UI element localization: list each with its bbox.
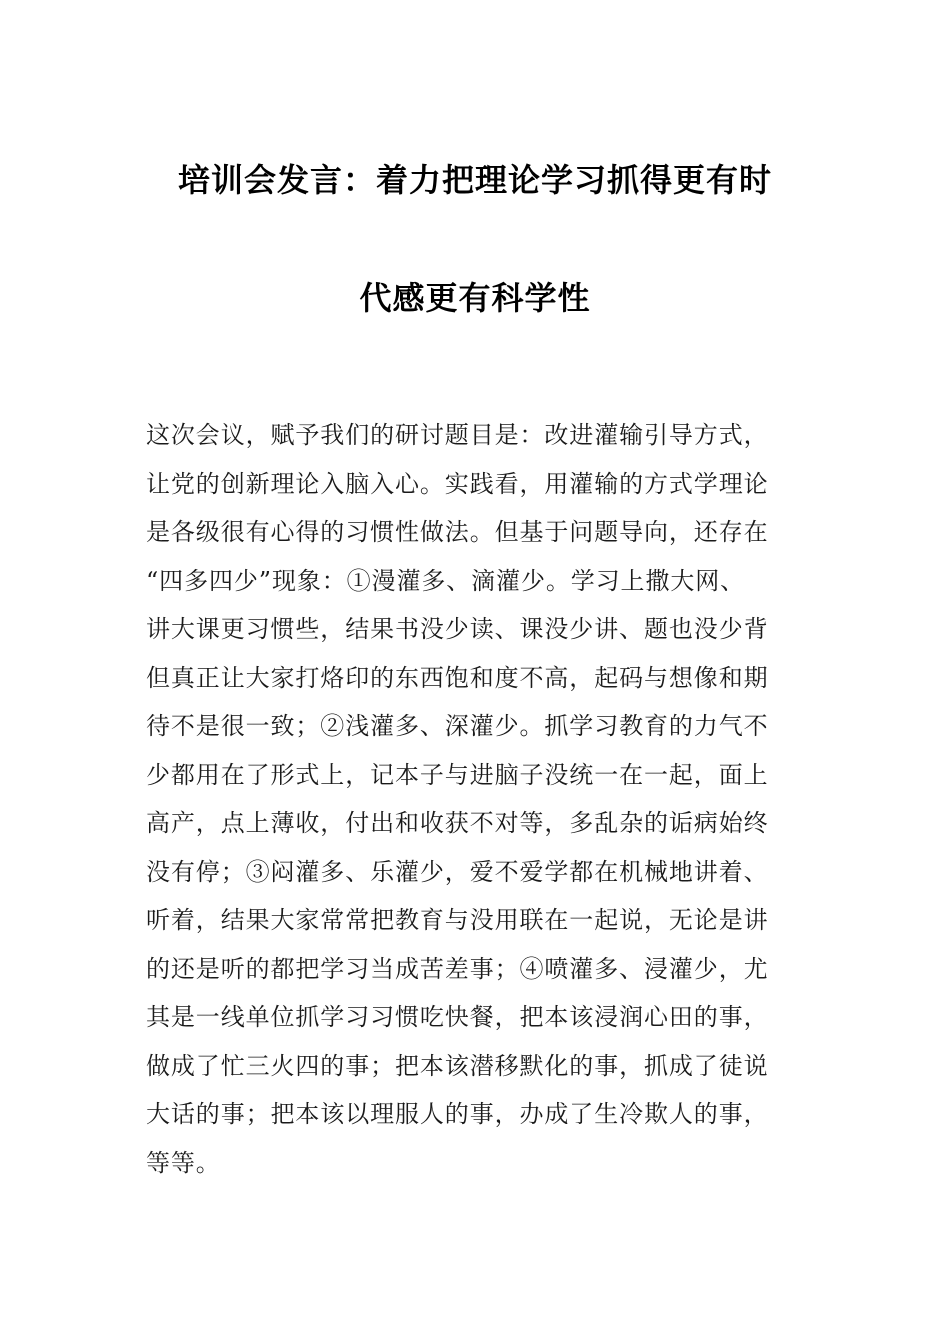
body-line: 等等。: [146, 1148, 221, 1177]
body-line: 没有停；③闷灌多、乐灌少，爱不爱学都在机械地讲着、: [146, 857, 769, 886]
body-line: 是各级很有心得的习惯性做法。但基于问题导向，还存在: [146, 518, 769, 546]
body-line: 高产，点上薄收，付出和收获不对等，多乱杂的诟病始终: [146, 809, 769, 837]
body-line: 但真正让大家打烙印的东西饱和度不高，起码与想像和期: [146, 663, 769, 692]
document-title-line-2: 代感更有科学性: [359, 279, 591, 317]
body-paragraph: [146, 411, 816, 1187]
body-line: 待不是很一致；②浅灌多、深灌少。抓学习教育的力气不: [146, 712, 769, 740]
body-line: 大话的事；把本该以理服人的事，办成了生冷欺人的事，: [146, 1100, 769, 1128]
body-line: 这次会议，赋予我们的研讨题目是：改进灌输引导方式，: [146, 421, 769, 449]
body-line: 听着，结果大家常常把教育与没用联在一起说，无论是讲: [146, 906, 769, 934]
body-line: 的还是听的都把学习当成苦差事；④喷灌多、浸灌少，尤: [146, 954, 769, 983]
body-line: “四多四少”现象：①漫灌多、滴灌少。学习上撒大网、: [146, 566, 746, 595]
body-line: 少都用在了形式上，记本子与进脑子没统一在一起，面上: [146, 760, 769, 789]
body-line: 其是一线单位抓学习习惯吃快餐，把本该浸润心田的事，: [146, 1003, 769, 1031]
body-line: 让党的创新理论入脑入心。实践看，用灌输的方式学理论: [146, 469, 769, 498]
document-title-line-1: 培训会发言：着力把理论学习抓得更有时: [177, 161, 772, 199]
body-line: 做成了忙三火四的事；把本该潜移默化的事，抓成了徒说: [146, 1051, 769, 1080]
body-line: 讲大课更习惯些，结果书没少读、课没少讲、题也没少背: [146, 615, 769, 643]
